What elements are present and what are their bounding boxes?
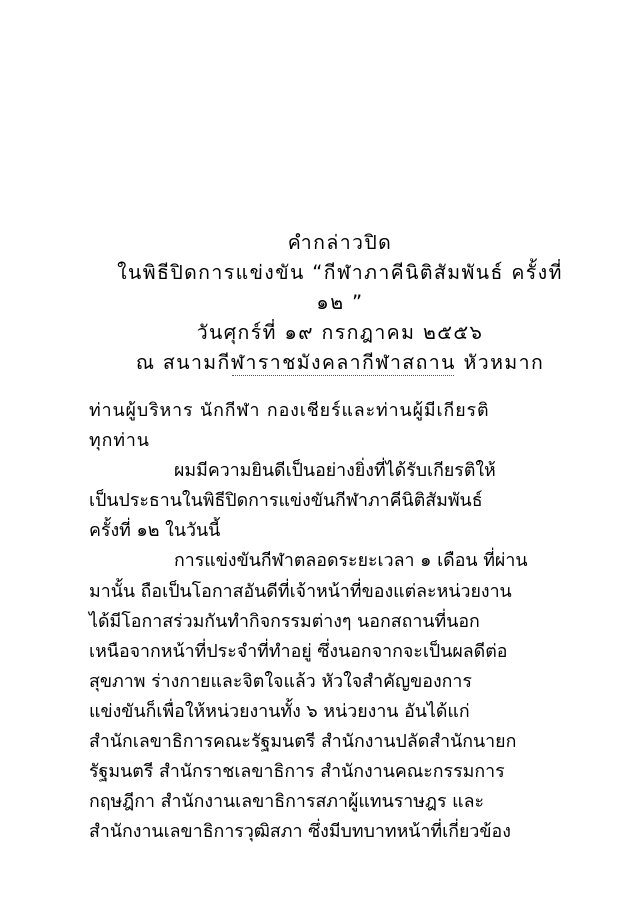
- salutation-line: ทุกท่าน: [89, 430, 150, 452]
- paragraph-line: เป็นประธานในพิธีปิดการแข่งขันกีฬาภาคีนิติสัมพันธ์: [89, 490, 483, 512]
- paragraph-line: การแข่งขันกีฬาตลอดระยะเวลา ๑ เดือน ที่ผ่าน: [174, 550, 528, 572]
- paragraph-line: แข่งขันก็เพื่อให้หน่วยงานทั้ง ๖ หน่วยงาน อันได้แก่: [89, 700, 470, 722]
- salutation-line: ท่านผู้บริหาร นักกีฬา กองเชียร์และท่านผู้มีเกียรติ: [89, 400, 490, 421]
- paragraph-line: กฤษฎีกา สำนักงานเลขาธิการสภาผู้แทนราษฎร และ: [89, 791, 485, 813]
- paragraph-line: ครั้งที่ ๑๒ ในวันนี้: [89, 520, 221, 542]
- title-line: ในพิธีปิดการแข่งขัน “กีฬาภาคีนิติสัมพันธ์ ครั้งที่: [117, 261, 563, 284]
- title-line: ๑๒ ”: [316, 291, 364, 314]
- paragraph-line: สำนักเลขาธิการคณะรัฐมนตรี สำนักงานปลัดสำนักนายก: [89, 731, 517, 753]
- paragraph-line: สุขภาพ ร่างกายและจิตใจแล้ว หัวใจสำคัญของการ: [89, 670, 472, 692]
- dotted-separator: [232, 375, 454, 376]
- paragraph-line: มานั้น ถือเป็นโอกาสอันดีที่เจ้าหน้าที่ของแต่ละหน่วยงาน: [89, 580, 512, 602]
- paragraph-line: เหนือจากหน้าที่ประจำที่ทำอยู่ ซึ่งนอกจากจะเป็นผลดีต่อ: [89, 640, 508, 662]
- paragraph-line: ผมมีความยินดีเป็นอย่างยิ่งที่ได้รับเกียรติให้: [174, 460, 496, 482]
- speech-title: [90, 228, 590, 378]
- title-line: ณ สนามกีฬาราชมังคลากีฬาสถาน หัวหมาก: [135, 351, 545, 374]
- title-line: วันศุกร์ที่ ๑๙ กรกฎาคม ๒๕๕๖: [196, 321, 484, 344]
- paragraph-line: ได้มีโอกาสร่วมกันทำกิจกรรมต่างๆ นอกสถานที่นอก: [89, 610, 480, 632]
- paragraph-line: รัฐมนตรี สำนักราชเลขาธิการ สำนักงานคณะกรรมการ: [89, 761, 505, 783]
- speech-body: [89, 396, 601, 847]
- paragraph-line: สำนักงานเลขาธิการวุฒิสภา ซึ่งมีบทบาทหน้าที่เกี่ยวข้อง: [89, 821, 511, 843]
- title-line: คำกล่าวปิด: [287, 231, 393, 254]
